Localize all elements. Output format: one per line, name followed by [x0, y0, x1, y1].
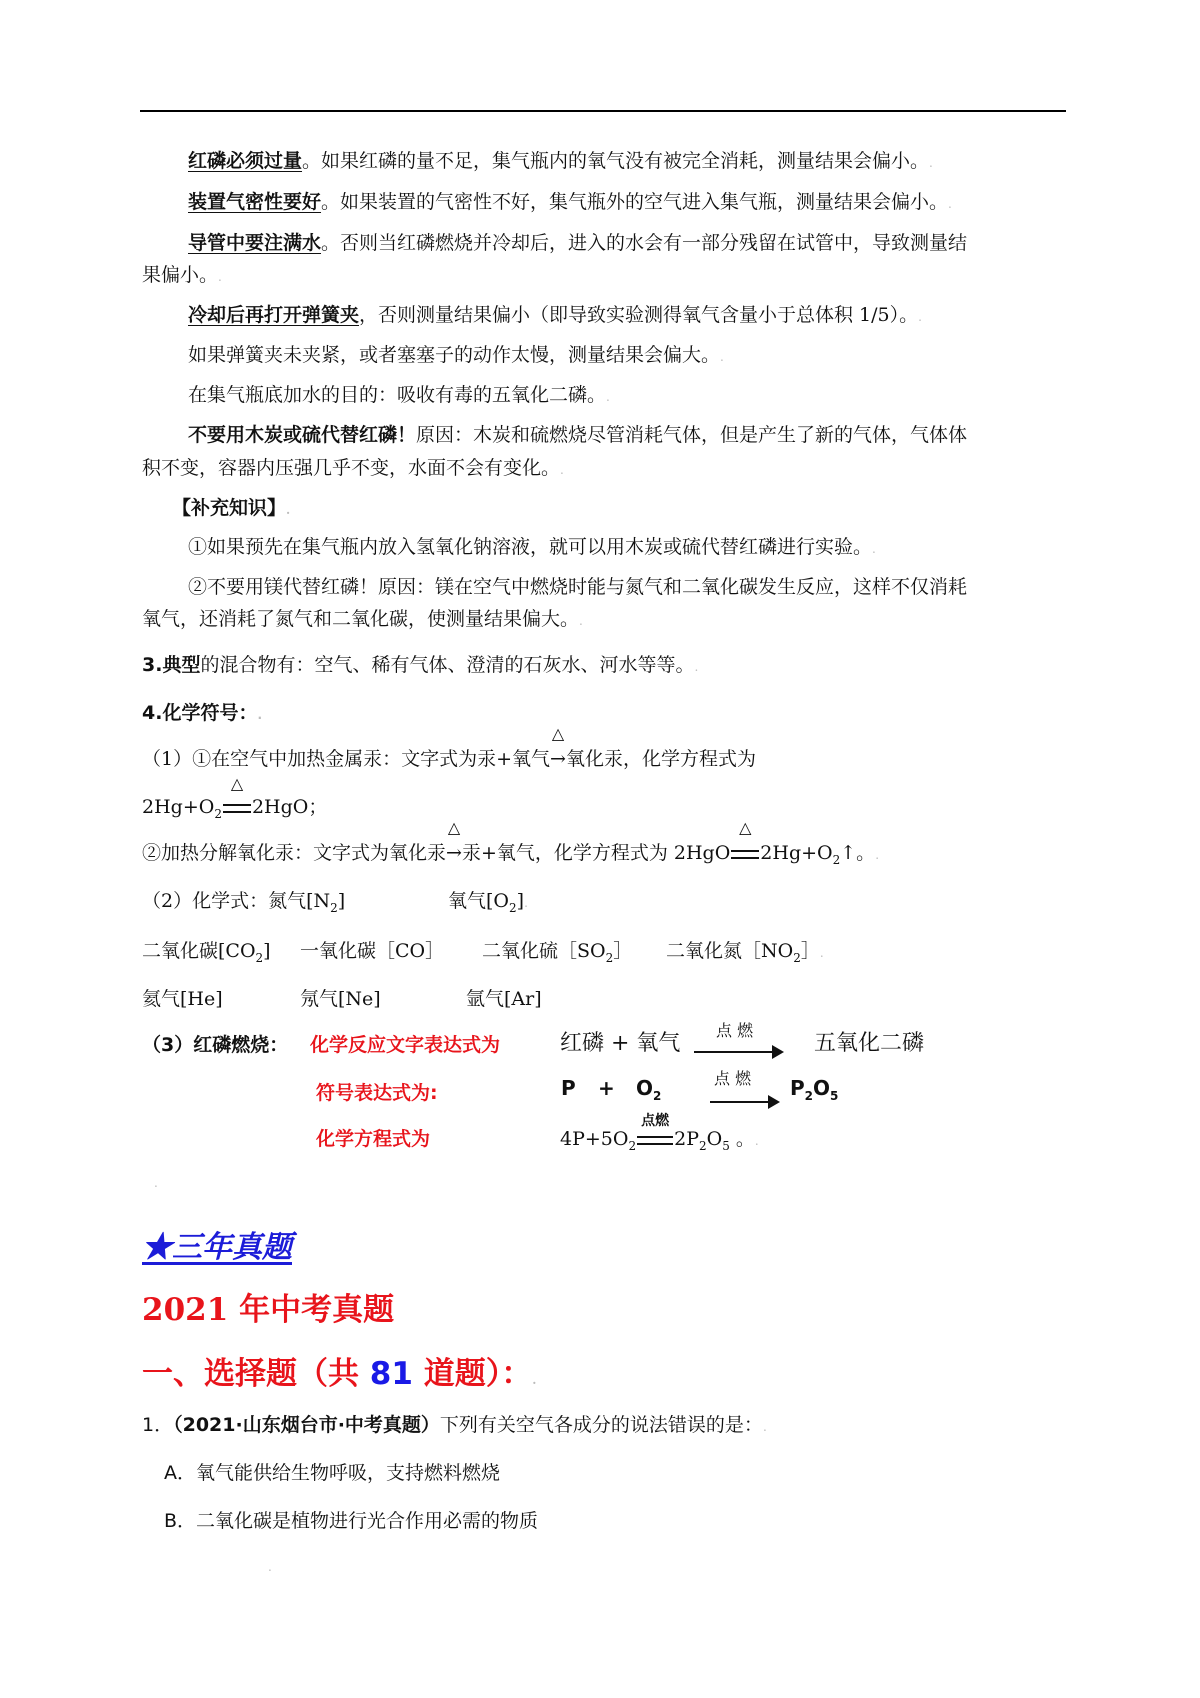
section-heading: 一、选择题（共 81 道题）：.	[142, 1356, 537, 1392]
option-a-text: 氧气能供给生物呼吸，支持燃料燃烧	[196, 1462, 501, 1484]
heat-icon: △	[447, 818, 461, 837]
symbol-eq-rhs-sub1: 2	[804, 1089, 814, 1103]
formula-so2	[482, 936, 632, 965]
supplement-2-cont: 氧气，还消耗了氮气和二氧化碳，使测量结果偏大。.	[142, 608, 583, 630]
chem-eq-rhs-o: O	[706, 1128, 723, 1150]
note-2-bold: 装置气密性要好	[188, 191, 322, 213]
heat-equals	[222, 774, 252, 818]
symbol-eq-fire-label	[714, 1066, 751, 1089]
formula-co2	[142, 936, 271, 965]
symbol-eq-plus-text: +	[598, 1076, 615, 1100]
chem-eq-label	[316, 1124, 430, 1151]
paragraph-mark: .	[268, 1560, 272, 1574]
note-line-4: 冷却后再打开弹簧夹，否则测量结果偏小（即导致实验测得氧气含量小于总体积 1/5）。.	[188, 304, 922, 326]
paragraph-mark: .	[154, 1176, 158, 1190]
note-6-text: 在集气瓶底加水的目的：吸收有毒的五氧化二磷。	[188, 384, 607, 406]
question-number: 1．	[142, 1414, 174, 1436]
option-a-label: A．	[164, 1462, 196, 1484]
formula-he	[142, 984, 223, 1011]
symbol-eq-rhs-sub2: 5	[830, 1089, 839, 1103]
arrow-glyph: →	[550, 748, 566, 770]
symbol-eq-o-text: O	[636, 1076, 654, 1100]
supplement-title: 【补充知识】.	[172, 497, 291, 519]
decompose-rhs-sub: 2	[832, 852, 841, 867]
eq1-lhs-sub: 2	[214, 806, 222, 821]
formula-row-1	[142, 886, 345, 915]
three-year-heading	[142, 1222, 292, 1266]
fire-condition-1: 点 燃	[716, 1021, 754, 1040]
heat-equals	[730, 818, 760, 864]
symbol-eq-arrow	[710, 1090, 778, 1112]
option-b[interactable]	[164, 1506, 538, 1533]
chem-eq-lhs: 4P+5O	[560, 1128, 629, 1150]
question-stem: 下列有关空气各成分的说法错误的是：	[439, 1414, 763, 1436]
year-heading	[142, 1284, 394, 1329]
option-a[interactable]	[164, 1458, 500, 1485]
word-eq-rhs-text: 五氧化二磷	[814, 1031, 925, 1056]
fire-condition-2: 点 燃	[714, 1069, 752, 1088]
combustion-title	[142, 1030, 288, 1057]
section-heading-pre: 一、选择题（共	[142, 1356, 370, 1392]
eq1-lhs: 2Hg+O	[142, 796, 215, 818]
chem-eq: $4P+5O_2$ 点燃 $2P_2O_5$ 。.	[560, 1113, 759, 1153]
formula-he-text: 氦气[He]	[142, 988, 223, 1010]
formula-no2: 二氧化氮$[NO_2]$.	[666, 940, 824, 965]
eq1-rhs: 2HgO；	[251, 796, 328, 818]
chem-eq-rhs: 2P	[674, 1128, 699, 1150]
note-7-text: 原因：木炭和硫燃烧尽管消耗气体，但是产生了新的气体，气体体	[416, 424, 968, 446]
symbol-eq-rhs-o: O	[813, 1076, 831, 1100]
chem-eq-lhs-sub: 2	[628, 1138, 637, 1153]
header-rule	[140, 110, 1066, 112]
note-7-bold: 不要用木炭或硫代替红磷！	[188, 424, 417, 446]
decompose-rhs-end: ↑。	[840, 842, 876, 864]
formula-no2-end: ］	[800, 940, 820, 962]
heat-arrow	[446, 818, 462, 864]
heat-icon: △	[739, 818, 752, 837]
question-count: 81	[369, 1356, 413, 1392]
item-3-text: 的混合物有：空气、稀有气体、澄清的石灰水、河水等等。	[200, 654, 695, 676]
note-7-cont: 积不变，容器内压强几乎不变，水面不会有变化。	[142, 457, 561, 479]
item-4-title-text: 4.化学符号：	[142, 702, 258, 724]
formula-no2-text: 二氧化氮［NO	[666, 940, 794, 962]
heat-icon: △	[230, 774, 244, 793]
symbol-eq-o2	[636, 1076, 661, 1103]
formula-co2-sub: 2	[255, 950, 264, 965]
item-3: 3.典型的混合物有：空气、稀有气体、澄清的石灰水、河水等等。.	[142, 654, 699, 676]
formula-co	[300, 936, 444, 963]
mercury-word-eq-end: 氧化汞，化学方程式为	[565, 748, 756, 770]
question-source: （2021·山东烟台市·中考真题）	[173, 1414, 440, 1436]
supplement-title-text: 【补充知识】	[172, 497, 287, 519]
note-line-2: 装置气密性要好。如果装置的气密性不好，集气瓶外的空气进入集气瓶，测量结果会偏小。.	[188, 191, 952, 213]
mercury-word-eq: （1）①在空气中加热金属汞：文字式为汞+氧气	[142, 748, 551, 770]
formula-n2-sub: 2	[330, 900, 338, 915]
chem-eq-rhs-sub1: 2	[698, 1138, 707, 1153]
symbol-eq-p-text: P	[561, 1076, 576, 1100]
word-eq-lhs	[560, 1026, 680, 1057]
formula-o2: 氧气$[O_2]$.	[448, 890, 528, 915]
formula-co-text: 一氧化碳［CO］	[300, 940, 445, 962]
decompose-mid: 汞+氧气，化学方程式为 2HgO	[461, 842, 731, 864]
combustion-title-text: （3）红磷燃烧：	[142, 1034, 289, 1056]
formula-title: （2）化学式：	[142, 890, 269, 912]
note-line-5: 如果弹簧夹未夹紧，或者塞塞子的动作太慢，测量结果会偏大。.	[188, 344, 724, 366]
year-heading-text: 2021 年中考真题	[142, 1292, 395, 1328]
symbol-eq-p	[561, 1076, 576, 1100]
note-1-text: 。如果红磷的量不足，集气瓶内的氧气没有被完全消耗，测量结果会偏小。	[302, 150, 930, 172]
supplement-2-cont-text: 氧气，还消耗了氮气和二氧化碳，使测量结果偏大。	[142, 608, 580, 630]
formula-no2-sub: 2	[793, 950, 801, 965]
decompose-word-eq: ②加热分解氧化汞：文字式为氧化汞	[142, 842, 447, 864]
note-5-text: 如果弹簧夹未夹紧，或者塞塞子的动作太慢，测量结果会偏大。	[188, 344, 721, 366]
item-3-number: 3.典型	[142, 654, 201, 676]
equation-1	[142, 774, 328, 821]
formula-ne-text: 氖气[Ne]	[300, 988, 381, 1010]
formula-ar-text: 氩气[Ar]	[466, 988, 542, 1010]
three-year-heading-text: ★三年真题	[142, 1230, 292, 1265]
formula-o2-end: ]	[516, 890, 525, 912]
word-eq-lhs-text: 红磷 + 氧气	[560, 1031, 681, 1056]
note-1-bold: 红磷必须过量	[188, 150, 303, 172]
heat-icon: △	[551, 724, 565, 743]
supplement-1-text: ①如果预先在集气瓶内放入氢氧化钠溶液，就可以用木炭或硫代替红磷进行实验。	[188, 536, 873, 558]
word-eq-label-text: 化学反应文字表达式为	[310, 1034, 501, 1056]
symbol-eq-rhs	[790, 1076, 838, 1103]
supplement-1: ①如果预先在集气瓶内放入氢氧化钠溶液，就可以用木炭或硫代替红磷进行实验。.	[188, 536, 876, 558]
formula-o2-text: 氧气[O	[448, 890, 509, 912]
note-line-3	[188, 228, 967, 255]
formula-o2-sub: 2	[509, 900, 517, 915]
note-3-text: 。否则当红磷燃烧并冷却后，进入的水会有一部分残留在试管中，导致测量结	[321, 232, 968, 254]
word-eq-label	[310, 1030, 500, 1057]
fire-condition-3: 点燃	[641, 1113, 670, 1129]
option-b-text: 二氧化碳是植物进行光合作用必需的物质	[196, 1510, 539, 1532]
formula-co2-text: 二氧化碳[CO	[142, 940, 256, 962]
chem-eq-label-text: 化学方程式为	[316, 1128, 431, 1150]
formula-ar	[466, 984, 542, 1011]
note-line-7-cont: 积不变，容器内压强几乎不变，水面不会有变化。.	[142, 457, 564, 479]
word-eq-fire-label	[716, 1018, 753, 1041]
symbol-eq-rhs-p: P	[790, 1076, 805, 1100]
symbol-eq-plus	[598, 1076, 615, 1100]
word-eq-arrow	[694, 1040, 782, 1062]
note-line-1: 红磷必须过量。如果红磷的量不足，集气瓶内的氧气没有被完全消耗，测量结果会偏小。.	[188, 150, 933, 172]
supplement-2	[188, 572, 967, 599]
item-4-title: 4.化学符号：.	[142, 702, 263, 724]
section-heading-post: 道题）：	[412, 1356, 533, 1392]
chem-eq-end: 。	[729, 1128, 755, 1150]
note-4-bold: 冷却后再打开弹簧夹	[188, 304, 360, 326]
note-4-text: ，否则测量结果偏小（即导致实验测得氧气含量小于总体积 1/5）。	[359, 304, 919, 326]
note-3-cont: 果偏小。	[142, 264, 219, 286]
option-b-label: B．	[164, 1510, 197, 1532]
symbol-eq-label	[316, 1078, 438, 1105]
formula-so2-sub: 2	[605, 950, 614, 965]
formula-ne	[300, 984, 381, 1011]
formula-so2-text: 二氧化硫［SO	[482, 940, 606, 962]
decompose-rhs: 2Hg+O	[760, 842, 833, 864]
formula-so2-end: ］	[613, 940, 633, 962]
formula-n2: 氮气[N	[268, 890, 331, 912]
note-line-3-cont: 果偏小。.	[142, 264, 222, 286]
note-line-6: 在集气瓶底加水的目的：吸收有毒的五氧化二磷。.	[188, 384, 610, 406]
fire-equals	[636, 1113, 674, 1150]
chem-eq-rhs-sub2: 5	[722, 1138, 730, 1153]
supplement-2-text: ②不要用镁代替红磷！原因：镁在空气中燃烧时能与氮气和二氧化碳发生反应，这样不仅消耗	[188, 576, 968, 598]
formula-n2-end: ]	[337, 890, 346, 912]
note-2-text: 。如果装置的气密性不好，集气瓶外的空气进入集气瓶，测量结果会偏小。	[321, 191, 949, 213]
note-line-7	[188, 420, 967, 447]
question-1: 1．（2021·山东烟台市·中考真题）下列有关空气各成分的说法错误的是：.	[142, 1414, 767, 1436]
symbols-row-1	[142, 724, 756, 771]
note-3-bold: 导管中要注满水	[188, 232, 322, 254]
symbol-eq-label-text: 符号表达式为:	[316, 1082, 438, 1104]
formula-co2-end: ]	[263, 940, 271, 962]
arrow-glyph: →	[446, 842, 462, 864]
heat-arrow	[550, 724, 566, 770]
symbol-eq-o-sub: 2	[653, 1089, 662, 1103]
word-eq-rhs	[814, 1026, 924, 1057]
symbols-row-2: ②加热分解氧化汞：文字式为氧化汞 △ →汞+氧气，化学方程式为 2HgO △ $2Hg+O_2↑$。.	[142, 818, 880, 867]
